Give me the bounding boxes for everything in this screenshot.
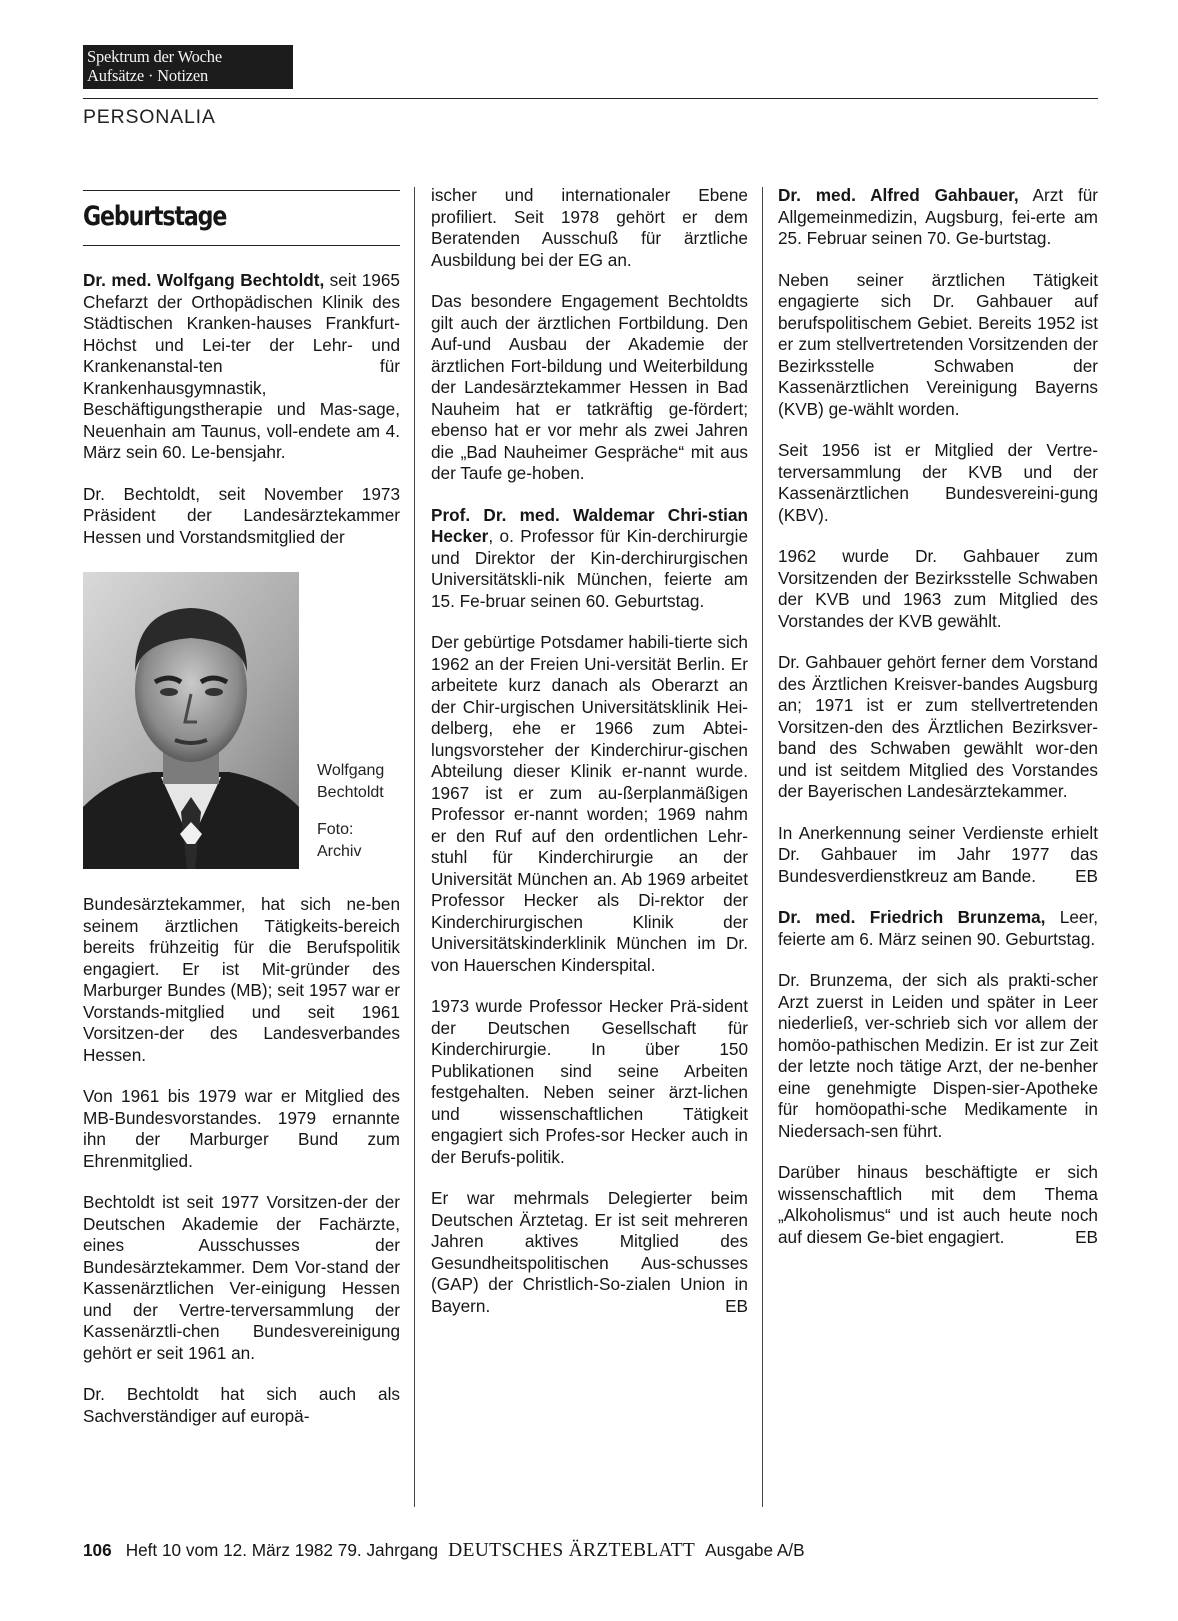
title-rule-bottom (83, 245, 400, 246)
paragraph: Dr. med. Friedrich Brunzema, Leer, feierte am 6. März seinen 90. Geburtstag. (778, 907, 1098, 949)
paragraph: Dr. Bechtoldt, seit November 1973 Präsident der Landesärztekammer Hessen und Vorstandsmitglied der (83, 483, 400, 547)
person-name: Prof. Dr. med. Waldemar Chri-stian Hecker (431, 504, 748, 546)
paragraph: ischer und internationaler Ebene profiliert. Seit 1978 gehört er dem Beratenden Ausschuß für ärztliche Ausbildung bei der EG an. (431, 185, 748, 270)
header-rule (83, 98, 1098, 99)
paragraph: Darüber hinaus beschäftigte er sich wissenschaftlich mit dem Thema „Alkoholismus“ und ist auch heute noch auf diesem Ge-biet engagiert. EB (778, 1162, 1098, 1247)
column-3 (778, 185, 1098, 1268)
photo-caption-credit: Foto: Archiv (317, 821, 362, 860)
edition-info: Ausgabe A/B (705, 1540, 805, 1560)
paragraph: Der gebürtige Potsdamer habili-tierte sich 1962 an der Freien Uni-versität Berlin. Er arbeitete kurz danach als Oberarzt an der Chir-urgischen Universitätsklinik Hei-delberg, ehe er 1966 zum Abtei-lungsvorsteher der Kinderchirur-gischen Abteilung dieser Klinik er-nannt wurde. 1967 ist er zum au-ßerplanmäßigen Professor er-nannt worden; 1969 nahm er den Ruf auf den ordentlichen Lehr-stuhl für Kinderchirurgie an der Universität München an. Ab 1969 arbeitet Professor Hecker als Di-rektor der Kinderchirurgischen Klinik der Universitätskinderklinik München im Dr. von Hauerschen Kinderspital. (431, 632, 748, 975)
paragraph: Dr. Gahbauer gehört ferner dem Vorstand des Ärztlichen Kreisver-bandes Augsburg an; 1971 ist er zum stellvertretenden Vorsitzen-den des Ärztlichen Bezirksver-band des Schwaben gewählt wor-den und ist seitdem Mitglied des Vorstandes der Bayerischen Landesärztekammer. (778, 652, 1098, 801)
paragraph: Das besondere Engagement Bechtoldts gilt auch der ärztlichen Fortbildung. Den Auf-und Ausbau der Akademie der ärztlichen Fort-bildung und Weiterbildung der Landesärztekammer Hessen in Bad Nauheim hat er tatkräftig ge-fördert; ebenso hat er vor mehr als zwei Jahren die „Bad Nauheimer Gespräche“ mit aus der Taufe ge-hoben. (431, 291, 748, 483)
column-divider-1 (414, 187, 415, 1507)
paragraph: In Anerkennung seiner Verdienste erhielt Dr. Gahbauer im Jahr 1977 das Bundesverdienstkreuz am Bande. EB (778, 822, 1098, 886)
article-title: Geburtstage (83, 201, 227, 232)
paragraph: 1973 wurde Professor Hecker Prä-sident der Deutschen Gesellschaft für Kinderchirurgie. In über 150 Publikationen sind seine Arbeiten festgehalten. Neben seiner ärzt-lichen und wissenschaftlichen Tätigkeit engagiert sich Profes-sor Hecker auch in der Berufs-politik. (431, 996, 748, 1167)
column-1 (83, 185, 400, 1447)
page-footer (83, 1540, 805, 1562)
paragraph: Bechtoldt ist seit 1977 Vorsitzen-der der Deutschen Akademie der Fachärzte, eines Ausschusses der Bundesärztekammer. Dem Vor-stand der Kassenärztlichen Ver-einigung Hessen und der Vertre-terversammlung der Kassenärztli-chen Bundesvereinigung gehört er seit 1961 an. (83, 1192, 400, 1363)
paragraph: Prof. Dr. med. Waldemar Chri-stian Hecker, o. Professor für Kin-derchirurgie und Direktor der Kin-derchirurgischen Universitätskli-nik München, feierte am 15. Fe-bruar seinen 60. Geburtstag. (431, 504, 748, 611)
paragraph: Dr. Bechtoldt hat sich auch als Sachverständiger auf europä- (83, 1384, 400, 1426)
photo-block (83, 572, 400, 878)
author-initials: EB (725, 1295, 748, 1316)
column-divider-2 (762, 187, 763, 1507)
author-initials: EB (1075, 1226, 1098, 1247)
paragraph: Er war mehrmals Delegierter beim Deutschen Ärztetag. Er ist seit mehreren Jahren aktives Mitglied des Gesundheitspolitischen Aus-schusses (GAP) der Christlich-So-zialen Union in Bayern. EB (431, 1188, 748, 1316)
paragraph: Dr. med. Wolfgang Bechtoldt, seit 1965 Chefarzt der Orthopädischen Klinik des Städtischen Kranken-hauses Frankfurt-Höchst und Lei-ter der Lehr- und Krankenanstal-ten für Krankenhausgymnastik, Beschäftigungstherapie und Mas-sage, Neuenhain am Taunus, voll-endete am 4. März sein 60. Le-bensjahr. (83, 270, 400, 462)
person-name: Dr. med. Alfred Gahbauer, (778, 185, 1019, 205)
paragraph: Neben seiner ärztlichen Tätigkeit engagierte sich Dr. Gahbauer auf berufspolitischem Gebiet. Bereits 1952 ist er zum stellvertretenden Vorsitzenden der Bezirksstelle Schwaben der Kassenärztlichen Vereinigung Bayerns (KVB) ge-wählt worden. (778, 269, 1098, 419)
paragraph: Von 1961 bis 1979 war er Mitglied des MB-Bundesvorstandes. 1979 ernannte ihn der Marburger Bund zum Ehrenmitglied. (83, 1086, 400, 1171)
paragraph: Bundesärztekammer, hat sich ne-ben seinem ärztlichen Tätigkeits-bereich bereits frühzeitig für die Berufspolitik engagiert. Er ist Mit-gründer des Marburger Bundes (MB); seit 1957 war er Vorstands-mitglied und seit 1961 Vorsitzen-der des Landesverbandes Hessen. (83, 894, 400, 1065)
title-rule-top (83, 190, 400, 191)
paragraph: 1962 wurde Dr. Gahbauer zum Vorsitzenden der Bezirksstelle Schwaben der KVB und 1963 zum Mitglied des Vorstandes der KVB gewählt. (778, 546, 1098, 631)
person-name: Dr. med. Wolfgang Bechtoldt, (83, 270, 325, 290)
section-badge-line2: Aufsätze · Notizen (87, 66, 209, 85)
portrait-photo (83, 572, 299, 869)
paragraph: Dr. med. Alfred Gahbauer, Arzt für Allgemeinmedizin, Augsburg, fei-erte am 25. Februar seinen 70. Ge-burtstag. (778, 185, 1099, 248)
paragraph: Dr. Brunzema, der sich als prakti-scher Arzt zuerst in Leiden und später in Leer niederließ, ver-schrieb sich vor allem der homöo-pathischen Medizin. Er ist zur Zeit der letzte noch tätige Arzt, der ne-benher eine genehmigte Dispen-sier-Apotheke für homöopathi-sche Medikamente in Niedersach-sen führt. (778, 970, 1098, 1141)
column-2 (431, 185, 748, 1337)
page-number: 106 (83, 1540, 112, 1560)
photo-caption-name: Wolfgang Bechtoldt (317, 762, 385, 801)
magazine-title: DEUTSCHES ÄRZTEBLATT (448, 1540, 696, 1561)
section-title: PERSONALIA (83, 106, 216, 128)
person-name: Dr. med. Friedrich Brunzema, (778, 907, 1046, 927)
section-badge (83, 45, 293, 89)
issue-info: Heft 10 vom 12. März 1982 79. Jahrgang (125, 1540, 439, 1560)
section-badge-line1: Spektrum der Woche (87, 47, 222, 66)
paragraph: Seit 1956 ist er Mitglied der Vertre-terversammlung der KVB und der Kassenärztlichen Bundesvereini-gung (KBV). (778, 440, 1098, 525)
author-initials: EB (1075, 865, 1098, 886)
